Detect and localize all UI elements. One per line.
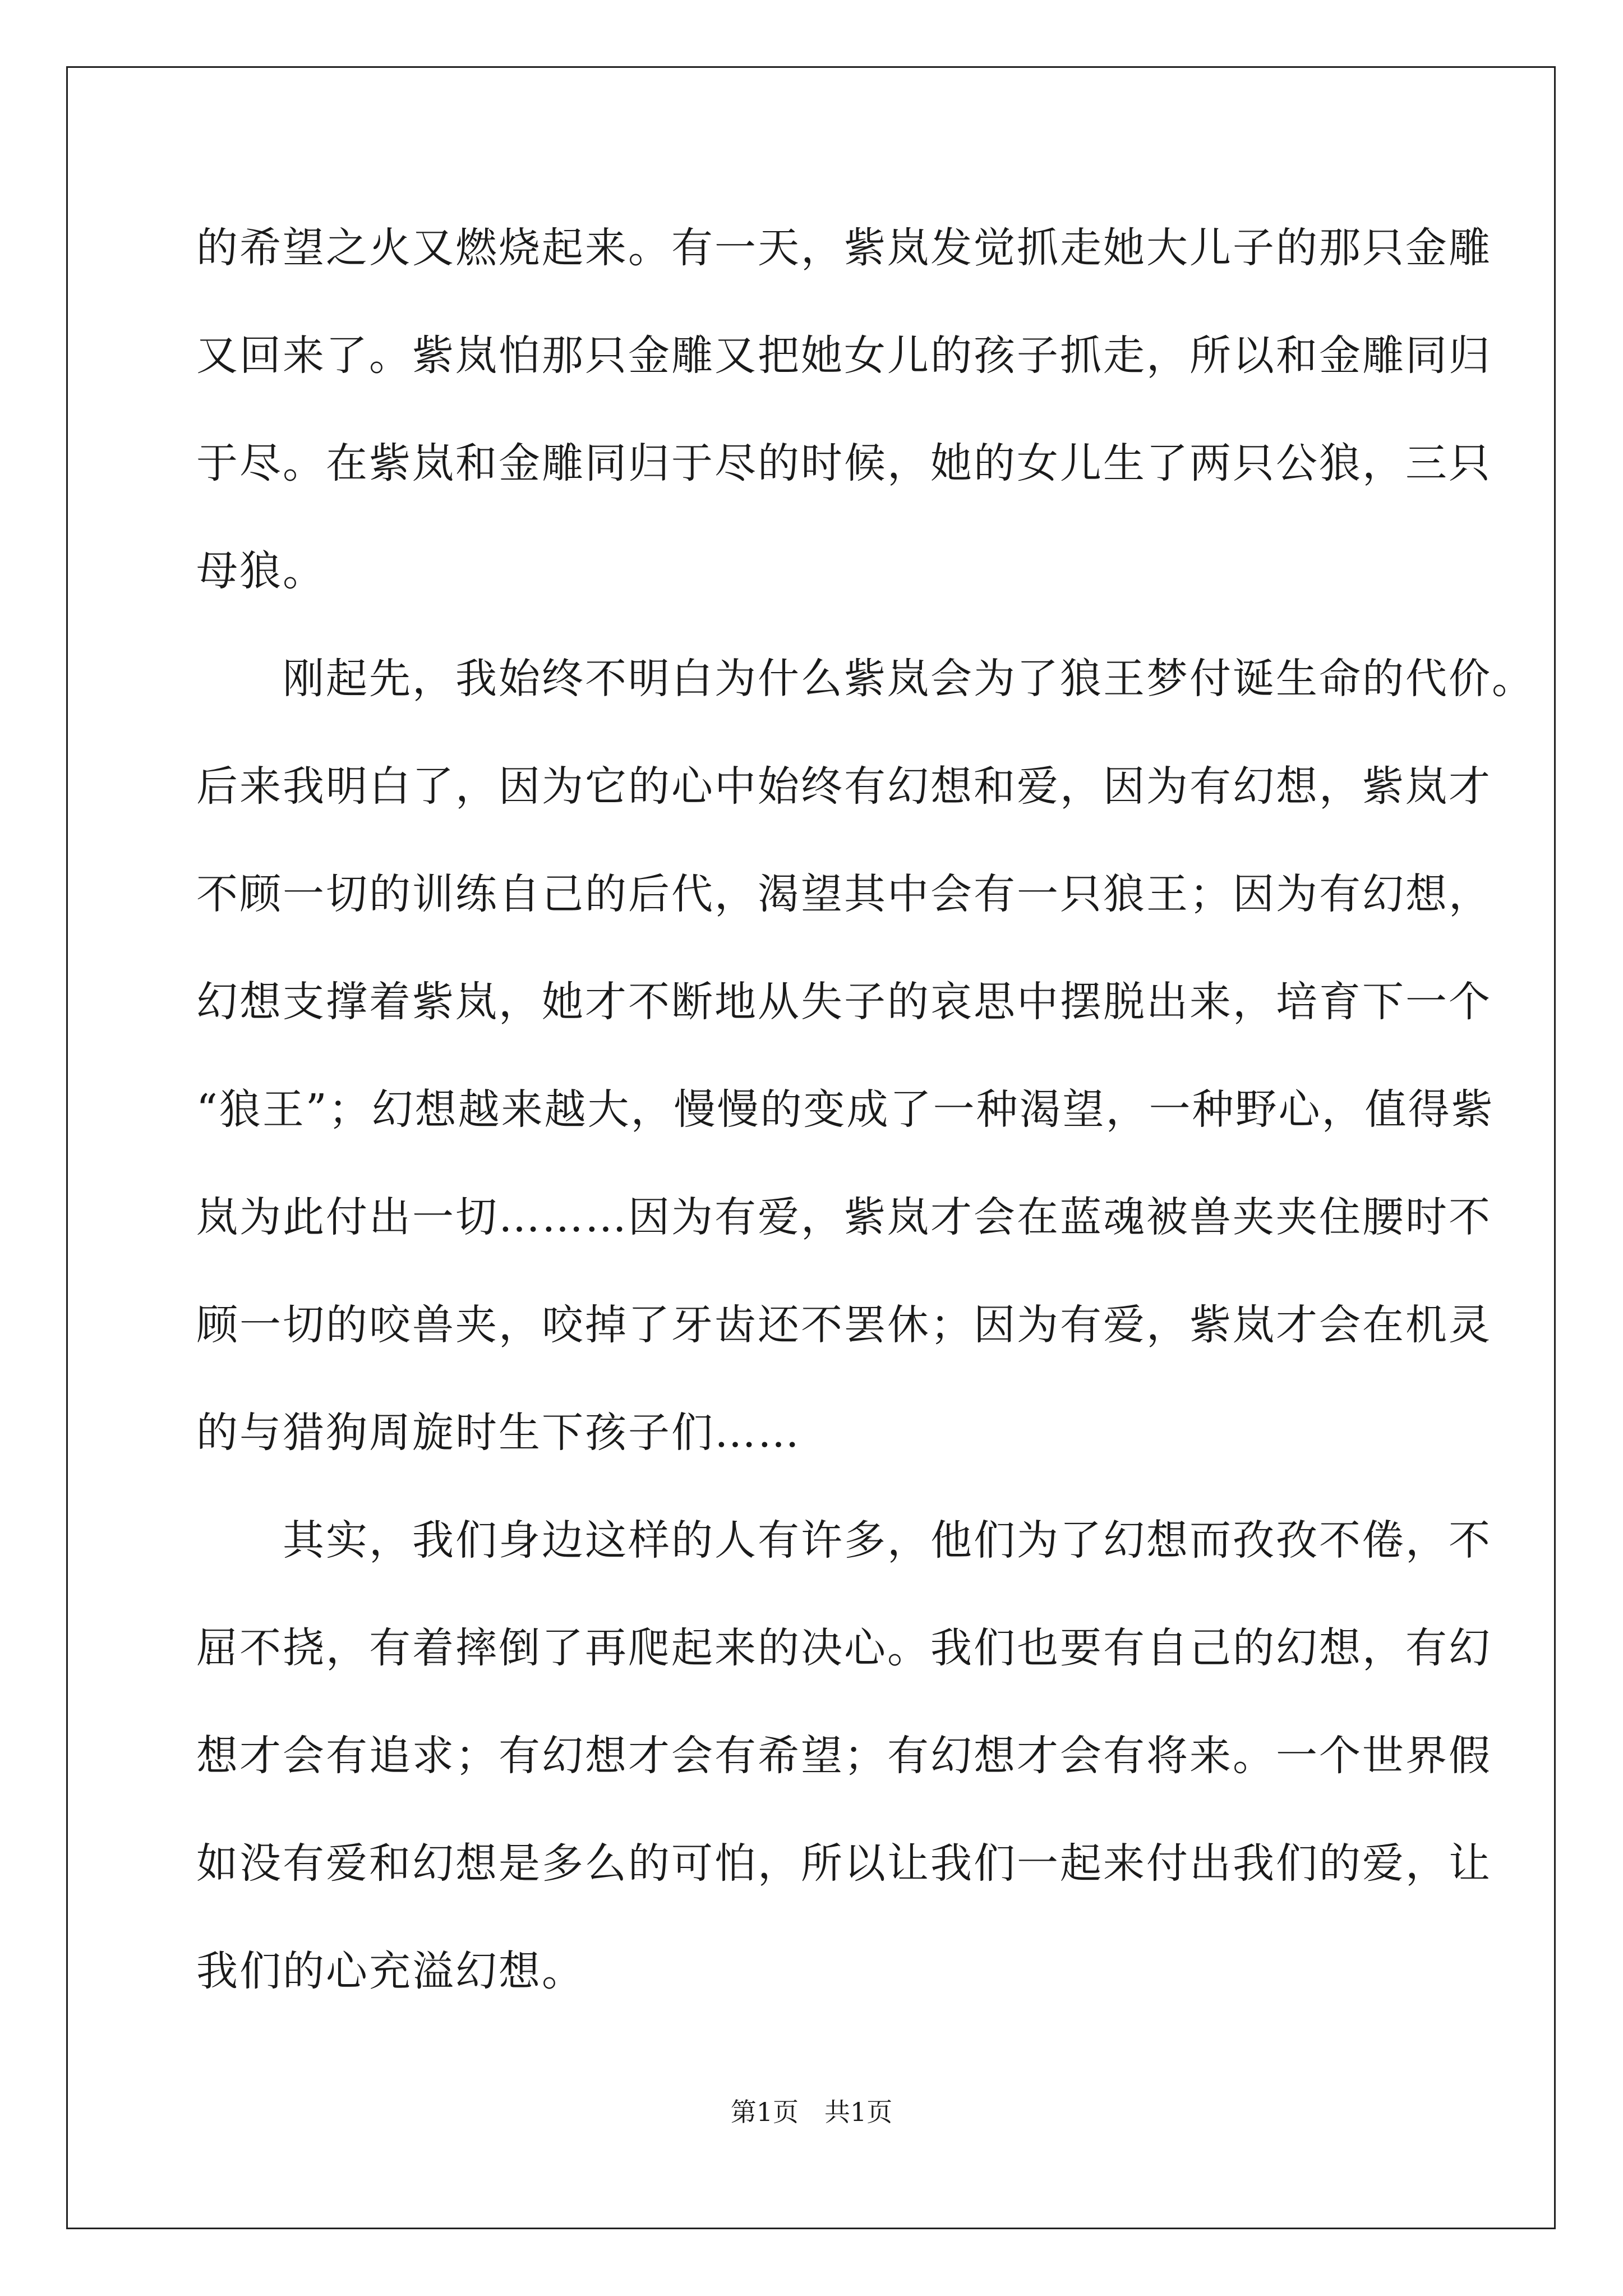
text-line: 屈不挠，有着摔倒了再爬起来的决心。我们也要有自己的幻想，有幻 <box>196 1624 1492 1672</box>
text-line: 的希望之火又燃烧起来。有一天，紫岚发觉抓走她大儿子的那只金雕 <box>196 224 1492 272</box>
text-line: 顾一切的咬兽夹，咬掉了牙齿还不罢休；因为有爱，紫岚才会在机灵 <box>196 1301 1492 1349</box>
text-line: 于尽。在紫岚和金雕同归于尽的时候，她的女儿生了两只公狼，三只 <box>196 439 1492 487</box>
text-line: 如没有爱和幻想是多么的可怕，所以让我们一起来付出我们的爱，让 <box>196 1839 1492 1888</box>
text-line: 其实，我们身边这样的人有许多，他们为了幻想而孜孜不倦，不 <box>196 1516 1492 1565</box>
text-line: 的与猎狗周旋时生下孩子们…… <box>196 1409 801 1457</box>
text-line: 刚起先，我始终不明白为什么紫岚会为了狼王梦付诞生命的代价。 <box>196 655 1535 703</box>
text-line: 幻想支撑着紫岚，她才不断地从失子的哀思中摆脱出来，培育下一个 <box>196 978 1492 1026</box>
page-footer: 第1页 共1页 <box>730 2097 893 2127</box>
text-line: 又回来了。紫岚怕那只金雕又把她女儿的孩子抓走，所以和金雕同归 <box>196 332 1492 380</box>
document-body <box>196 214 1535 2045</box>
text-line: 后来我明白了，因为它的心中始终有幻想和爱，因为有幻想，紫岚才 <box>196 762 1492 811</box>
text-line: 岚为此付出一切………因为有爱，紫岚才会在蓝魂被兽夹夹住腰时不 <box>196 1193 1492 1241</box>
text-line: 想才会有追求；有幻想才会有希望；有幻想才会有将来。一个世界假 <box>196 1732 1492 1780</box>
text-line: 不顾一切的训练自己的后代，渴望其中会有一只狼王；因为有幻想， <box>196 870 1492 918</box>
text-line: “狼王”；幻想越来越大，慢慢的变成了一种渴望，一种野心，值得紫 <box>196 1085 1495 1134</box>
text-line: 母狼。 <box>196 547 326 595</box>
text-line: 我们的心充溢幻想。 <box>196 1947 585 1995</box>
